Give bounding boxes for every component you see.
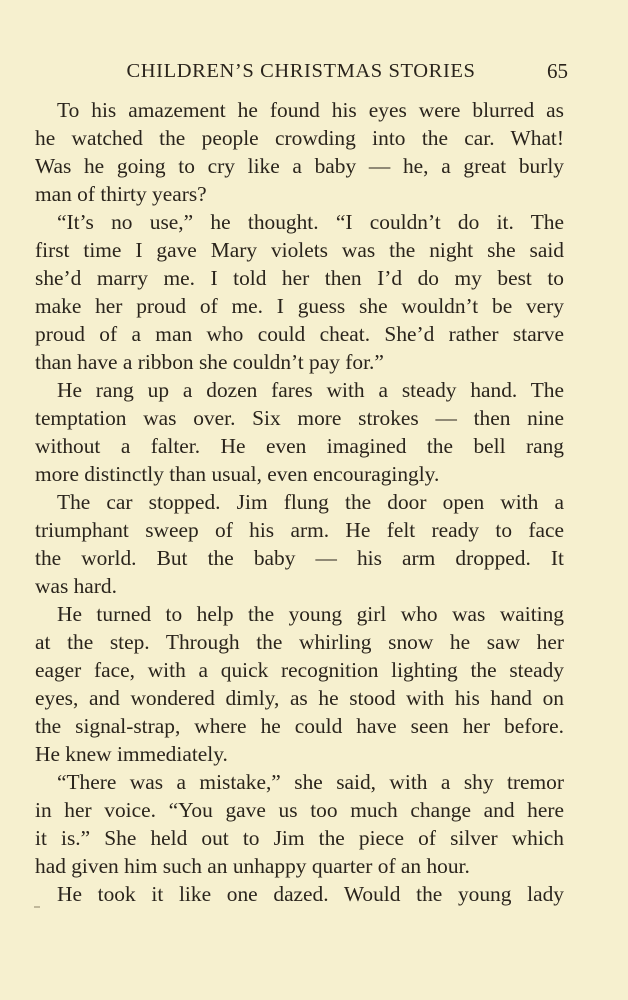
text-line: triumphant sweep of his arm. He felt ready to face — [35, 518, 564, 542]
text-line: He turned to help the young girl who was waiting — [57, 602, 564, 626]
text-line: Was he going to cry like a baby — he, a great burly — [35, 154, 564, 178]
text-line: in her voice. “You gave us too much change and here — [35, 798, 564, 822]
text-line: at the step. Through the whirling snow he saw her — [35, 630, 564, 654]
running-title: CHILDREN’S CHRISTMAS STORIES — [126, 60, 476, 82]
text-line: had given him such an unhappy quarter of an hour. — [35, 854, 470, 878]
text-line: He knew immediately. — [35, 742, 228, 766]
page-number: 65 — [547, 59, 568, 83]
text-line: proud of a man who could cheat. She’d rather starve — [35, 322, 564, 346]
text-line: the world. But the baby — his arm dropped. It — [35, 546, 564, 570]
print-smudge — [34, 906, 40, 908]
text-line: than have a ribbon she couldn’t pay for.” — [35, 350, 384, 374]
text-line: make her proud of me. I guess she wouldn’t be very — [35, 294, 564, 318]
text-line: was hard. — [35, 574, 117, 598]
text-line: the signal-strap, where he could have seen her before. — [35, 714, 564, 738]
text-line: man of thirty years? — [35, 182, 207, 206]
text-line: more distinctly than usual, even encouragingly. — [35, 462, 440, 486]
text-line: temptation was over. Six more strokes — then nine — [35, 406, 564, 430]
text-line: she’d marry me. I told her then I’d do my best to — [35, 266, 564, 290]
text-line: it is.” She held out to Jim the piece of silver which — [35, 826, 564, 850]
text-line: he watched the people crowding into the car. What! — [35, 126, 564, 150]
body-text — [35, 96, 564, 908]
text-line: eyes, and wondered dimly, as he stood with his hand on — [35, 686, 564, 710]
text-line: eager face, with a quick recognition lighting the steady — [35, 658, 564, 682]
text-line: The car stopped. Jim flung the door open with a — [57, 490, 564, 514]
running-head — [36, 57, 566, 87]
text-line: first time I gave Mary violets was the night she said — [35, 238, 564, 262]
text-line: without a falter. He even imagined the bell rang — [35, 434, 564, 458]
text-line: To his amazement he found his eyes were blurred as — [57, 98, 564, 122]
text-line: “There was a mistake,” she said, with a shy tremor — [57, 770, 564, 794]
text-line: “It’s no use,” he thought. “I couldn’t do it. The — [57, 210, 564, 234]
text-line: He took it like one dazed. Would the young lady — [57, 882, 564, 906]
text-line: He rang up a dozen fares with a steady hand. The — [57, 378, 564, 402]
